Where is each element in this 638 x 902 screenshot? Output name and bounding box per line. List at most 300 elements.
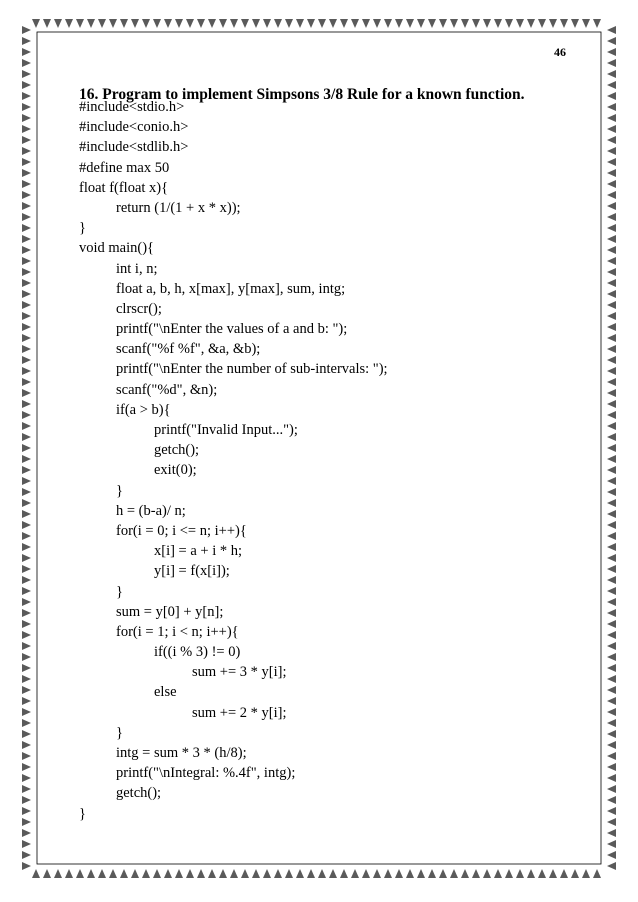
border-triangle [607,796,616,804]
border-triangle [22,818,31,826]
border-triangle [87,19,95,28]
border-triangle [263,19,271,28]
border-triangle [607,334,616,342]
border-triangle [22,169,31,177]
border-triangle [120,19,128,28]
border-triangle [32,19,40,28]
code-line: printf("Invalid Input..."); [154,422,298,438]
border-triangle [527,869,535,878]
border-triangle [318,19,326,28]
border-triangle [607,345,616,353]
code-line: return (1/(1 + x * x)); [116,199,241,216]
border-triangle [76,869,84,878]
border-triangle [22,422,31,430]
border-triangles-bottom [32,869,601,878]
border-triangle [241,869,249,878]
border-triangle [22,191,31,199]
border-triangle [274,869,282,878]
border-triangle [175,19,183,28]
border-triangle [22,499,31,507]
code-line: getch(); [116,785,162,802]
border-triangle [120,869,128,878]
code-line: printf("\nEnter the number of sub-intervals: "); [116,361,388,378]
border-triangle [607,202,616,210]
code-line: intg = sum * 3 * (h/8); [116,745,247,761]
border-triangle [494,869,502,878]
border-triangle [607,510,616,518]
border-triangle [54,869,62,878]
border-triangle [593,869,601,878]
code-line: x[i] = a + i * h; [154,543,243,560]
border-triangle [22,114,31,122]
border-triangle [607,851,616,859]
border-triangle [607,59,616,67]
border-triangle [252,869,260,878]
code-line: clrscr(); [116,300,162,317]
border-triangle [607,653,616,661]
border-triangle [607,455,616,463]
border-triangle [98,869,106,878]
border-triangle [197,869,205,878]
border-triangle [22,433,31,441]
code-line: } [79,220,86,237]
border-triangle [607,642,616,650]
code-line: } [116,724,123,741]
border-triangle [607,543,616,551]
border-triangle [22,70,31,78]
border-triangle [65,869,73,878]
border-triangle [197,19,205,28]
border-triangle [219,19,227,28]
code-line: sum += 2 * y[i]; [192,704,287,721]
border-triangle [296,19,304,28]
border-triangle [230,19,238,28]
code-line: exit(0); [154,462,197,479]
border-triangle [472,869,480,878]
border-triangle [22,642,31,650]
border-triangle [296,869,304,878]
border-triangle [22,576,31,584]
border-triangle [607,125,616,133]
border-triangle [607,488,616,496]
border-triangle [76,19,84,28]
page-number: 46 [554,45,566,59]
code-line: printf("\nIntegral: %.4f", intg); [116,765,296,782]
border-triangle [607,719,616,727]
border-triangle [560,19,568,28]
border-triangle [461,869,469,878]
border-triangle [22,257,31,265]
code-line: scanf("%d", &n); [116,381,218,398]
border-triangle [22,730,31,738]
border-triangle [22,400,31,408]
border-triangle [607,554,616,562]
border-triangle [607,26,616,34]
border-triangle [164,869,172,878]
border-triangle [274,19,282,28]
border-triangle [54,19,62,28]
border-triangle [538,869,546,878]
border-triangle [285,869,293,878]
border-triangle [340,19,348,28]
border-triangle [549,19,557,28]
border-triangle [22,125,31,133]
border-triangle [22,301,31,309]
border-triangle [607,466,616,474]
border-triangle [22,81,31,89]
program-title: 16. Program to implement Simpsons 3/8 Rule for a known function. [79,86,525,103]
border-triangle [22,37,31,45]
border-triangle [153,19,161,28]
border-triangle [186,19,194,28]
border-triangle [307,869,315,878]
border-triangle [22,345,31,353]
code-line: y[i] = f(x[i]); [154,563,230,580]
border-triangle [142,869,150,878]
border-triangle [22,565,31,573]
border-triangle [22,840,31,848]
border-triangle [22,488,31,496]
code-line: int i, n; [116,260,158,277]
border-triangle [22,686,31,694]
border-triangle [22,92,31,100]
border-triangle [406,869,414,878]
border-triangle [22,807,31,815]
border-triangle [252,19,260,28]
border-triangle [22,59,31,67]
code-line: for(i = 1; i < n; i++){ [116,623,239,640]
border-triangle [22,620,31,628]
border-triangle [607,532,616,540]
border-triangle [607,367,616,375]
border-triangle [516,19,524,28]
border-triangle [428,19,436,28]
border-triangle [428,869,436,878]
border-triangle [241,19,249,28]
border-triangle [22,763,31,771]
border-triangle [186,869,194,878]
border-triangle [373,869,381,878]
border-triangle [607,477,616,485]
border-triangle [607,576,616,584]
border-triangle [22,477,31,485]
border-triangle [494,19,502,28]
border-triangle [607,433,616,441]
border-triangle [472,19,480,28]
border-triangle [607,565,616,573]
border-triangle [384,869,392,878]
border-triangle [527,19,535,28]
border-triangle [607,807,616,815]
border-triangle [22,466,31,474]
border-triangle [483,869,491,878]
border-triangle [607,224,616,232]
border-triangle [230,869,238,878]
border-triangle [22,631,31,639]
border-triangle [22,312,31,320]
border-triangle [22,851,31,859]
border-triangle [607,499,616,507]
border-triangle [285,19,293,28]
border-triangle [22,202,31,210]
border-triangle [208,869,216,878]
code-listing [79,97,559,824]
border-triangle [22,147,31,155]
border-triangle [571,19,579,28]
border-triangle [607,389,616,397]
border-triangle [395,869,403,878]
border-triangle [607,521,616,529]
code-line: printf("\nEnter the values of a and b: "); [116,321,348,338]
border-triangle [607,686,616,694]
border-triangle [22,675,31,683]
border-triangle [607,840,616,848]
border-triangle [22,367,31,375]
border-triangle [607,180,616,188]
border-triangles-top [32,19,601,28]
border-triangle [560,869,568,878]
border-triangle [607,213,616,221]
border-triangle [219,869,227,878]
border-triangle [607,675,616,683]
code-line: float a, b, h, x[max], y[max], sum, intg; [116,280,346,297]
border-triangle [22,598,31,606]
border-triangle [607,609,616,617]
code-line: float f(float x){ [79,179,169,196]
border-triangle [22,411,31,419]
border-triangle [607,70,616,78]
border-triangle [549,869,557,878]
border-triangle [362,19,370,28]
border-triangle [22,521,31,529]
border-triangle [607,235,616,243]
border-triangle [607,37,616,45]
border-triangle [450,19,458,28]
border-triangle [450,869,458,878]
border-triangle [607,114,616,122]
border-triangle [362,869,370,878]
border-triangle [22,290,31,298]
border-triangle [329,869,337,878]
border-triangle [607,103,616,111]
border-triangle [395,19,403,28]
border-triangle [65,19,73,28]
border-triangle [516,869,524,878]
code-line: else [154,684,177,701]
code-line: #include<conio.h> [79,119,189,136]
border-triangle [32,869,40,878]
border-triangle [607,81,616,89]
border-triangle [607,246,616,254]
border-triangle [607,818,616,826]
border-triangle [22,587,31,595]
border-triangle [607,257,616,265]
border-triangle [164,19,172,28]
code-line: } [79,805,86,822]
border-triangle [607,356,616,364]
border-triangle [109,19,117,28]
border-triangle [22,609,31,617]
code-line: #include<stdlib.h> [79,139,189,156]
border-triangle [22,26,31,34]
border-triangle [22,719,31,727]
border-triangle [153,869,161,878]
border-triangle [571,869,579,878]
border-triangle [22,279,31,287]
border-triangle [607,136,616,144]
border-triangle [22,543,31,551]
border-triangle [607,147,616,155]
border-triangle [582,869,590,878]
border-triangle [22,444,31,452]
border-triangle [329,19,337,28]
border-triangle [142,19,150,28]
border-triangle [22,741,31,749]
border-triangle [607,741,616,749]
border-triangle [22,455,31,463]
border-triangle [22,785,31,793]
border-triangle [607,279,616,287]
border-triangle [417,19,425,28]
code-line: sum = y[0] + y[n]; [116,603,224,620]
code-line: sum += 3 * y[i]; [192,664,287,681]
code-line: void main(){ [79,240,155,257]
border-triangle [607,730,616,738]
border-triangle [607,48,616,56]
border-triangle [22,213,31,221]
border-triangle [22,664,31,672]
code-line: for(i = 0; i <= n; i++){ [116,522,247,539]
border-triangle [109,869,117,878]
code-line: #define max 50 [79,159,170,176]
border-triangle [607,708,616,716]
code-line: } [116,482,123,499]
border-triangles-left [22,26,31,870]
border-triangle [22,356,31,364]
border-triangle [22,378,31,386]
border-triangle [22,697,31,705]
border-triangle [22,224,31,232]
border-triangle [607,92,616,100]
border-triangle [483,19,491,28]
code-line: #include<stdio.h> [79,99,185,115]
border-triangle [22,158,31,166]
border-triangle [607,290,616,298]
border-triangle [22,708,31,716]
border-triangle [22,389,31,397]
border-triangle [607,829,616,837]
border-triangles-right [607,26,616,870]
border-triangle [351,19,359,28]
border-triangle [373,19,381,28]
border-triangle [22,246,31,254]
border-triangle [607,620,616,628]
border-triangle [22,180,31,188]
border-triangle [340,869,348,878]
border-triangle [607,774,616,782]
border-triangle [439,19,447,28]
border-triangle [582,19,590,28]
border-triangle [607,862,616,870]
code-line: } [116,583,123,600]
border-triangle [461,19,469,28]
border-triangle [607,169,616,177]
border-triangle [607,312,616,320]
border-triangle [131,19,139,28]
border-triangle [607,697,616,705]
border-triangle [22,334,31,342]
code-line: if((i % 3) != 0) [154,644,241,661]
code-line: scanf("%f %f", &a, &b); [116,341,261,358]
border-triangle [131,869,139,878]
border-triangle [417,869,425,878]
border-triangle [22,829,31,837]
border-triangle [406,19,414,28]
border-triangle [607,664,616,672]
border-triangle [22,268,31,276]
border-triangle [593,19,601,28]
code-line: h = (b-a)/ n; [116,502,186,519]
border-triangle [607,598,616,606]
border-triangle [22,752,31,760]
border-triangle [538,19,546,28]
border-triangle [43,19,51,28]
border-triangle [22,323,31,331]
border-triangle [607,631,616,639]
border-triangle [22,862,31,870]
border-triangle [607,422,616,430]
border-triangle [607,411,616,419]
border-triangle [607,763,616,771]
border-triangle [607,752,616,760]
border-triangle [22,510,31,518]
border-triangle [607,378,616,386]
border-triangle [607,400,616,408]
border-triangle [351,869,359,878]
border-triangle [384,19,392,28]
border-triangle [607,158,616,166]
border-triangle [22,774,31,782]
border-triangle [607,191,616,199]
border-triangle [607,301,616,309]
border-triangle [22,653,31,661]
border-triangle [307,19,315,28]
border-triangle [505,19,513,28]
border-triangle [439,869,447,878]
border-triangle [607,323,616,331]
border-triangle [208,19,216,28]
border-triangle [87,869,95,878]
border-triangle [607,444,616,452]
border-triangle [607,587,616,595]
border-triangle [22,235,31,243]
border-triangle [22,48,31,56]
code-line: if(a > b){ [116,401,171,418]
border-triangle [22,103,31,111]
border-triangle [43,869,51,878]
border-triangle [263,869,271,878]
border-triangle [607,268,616,276]
border-triangle [505,869,513,878]
border-triangle [22,532,31,540]
border-triangle [98,19,106,28]
border-triangle [607,785,616,793]
border-triangle [318,869,326,878]
code-line: getch(); [154,442,200,459]
border-triangle [175,869,183,878]
border-triangle [22,554,31,562]
border-triangle [22,136,31,144]
